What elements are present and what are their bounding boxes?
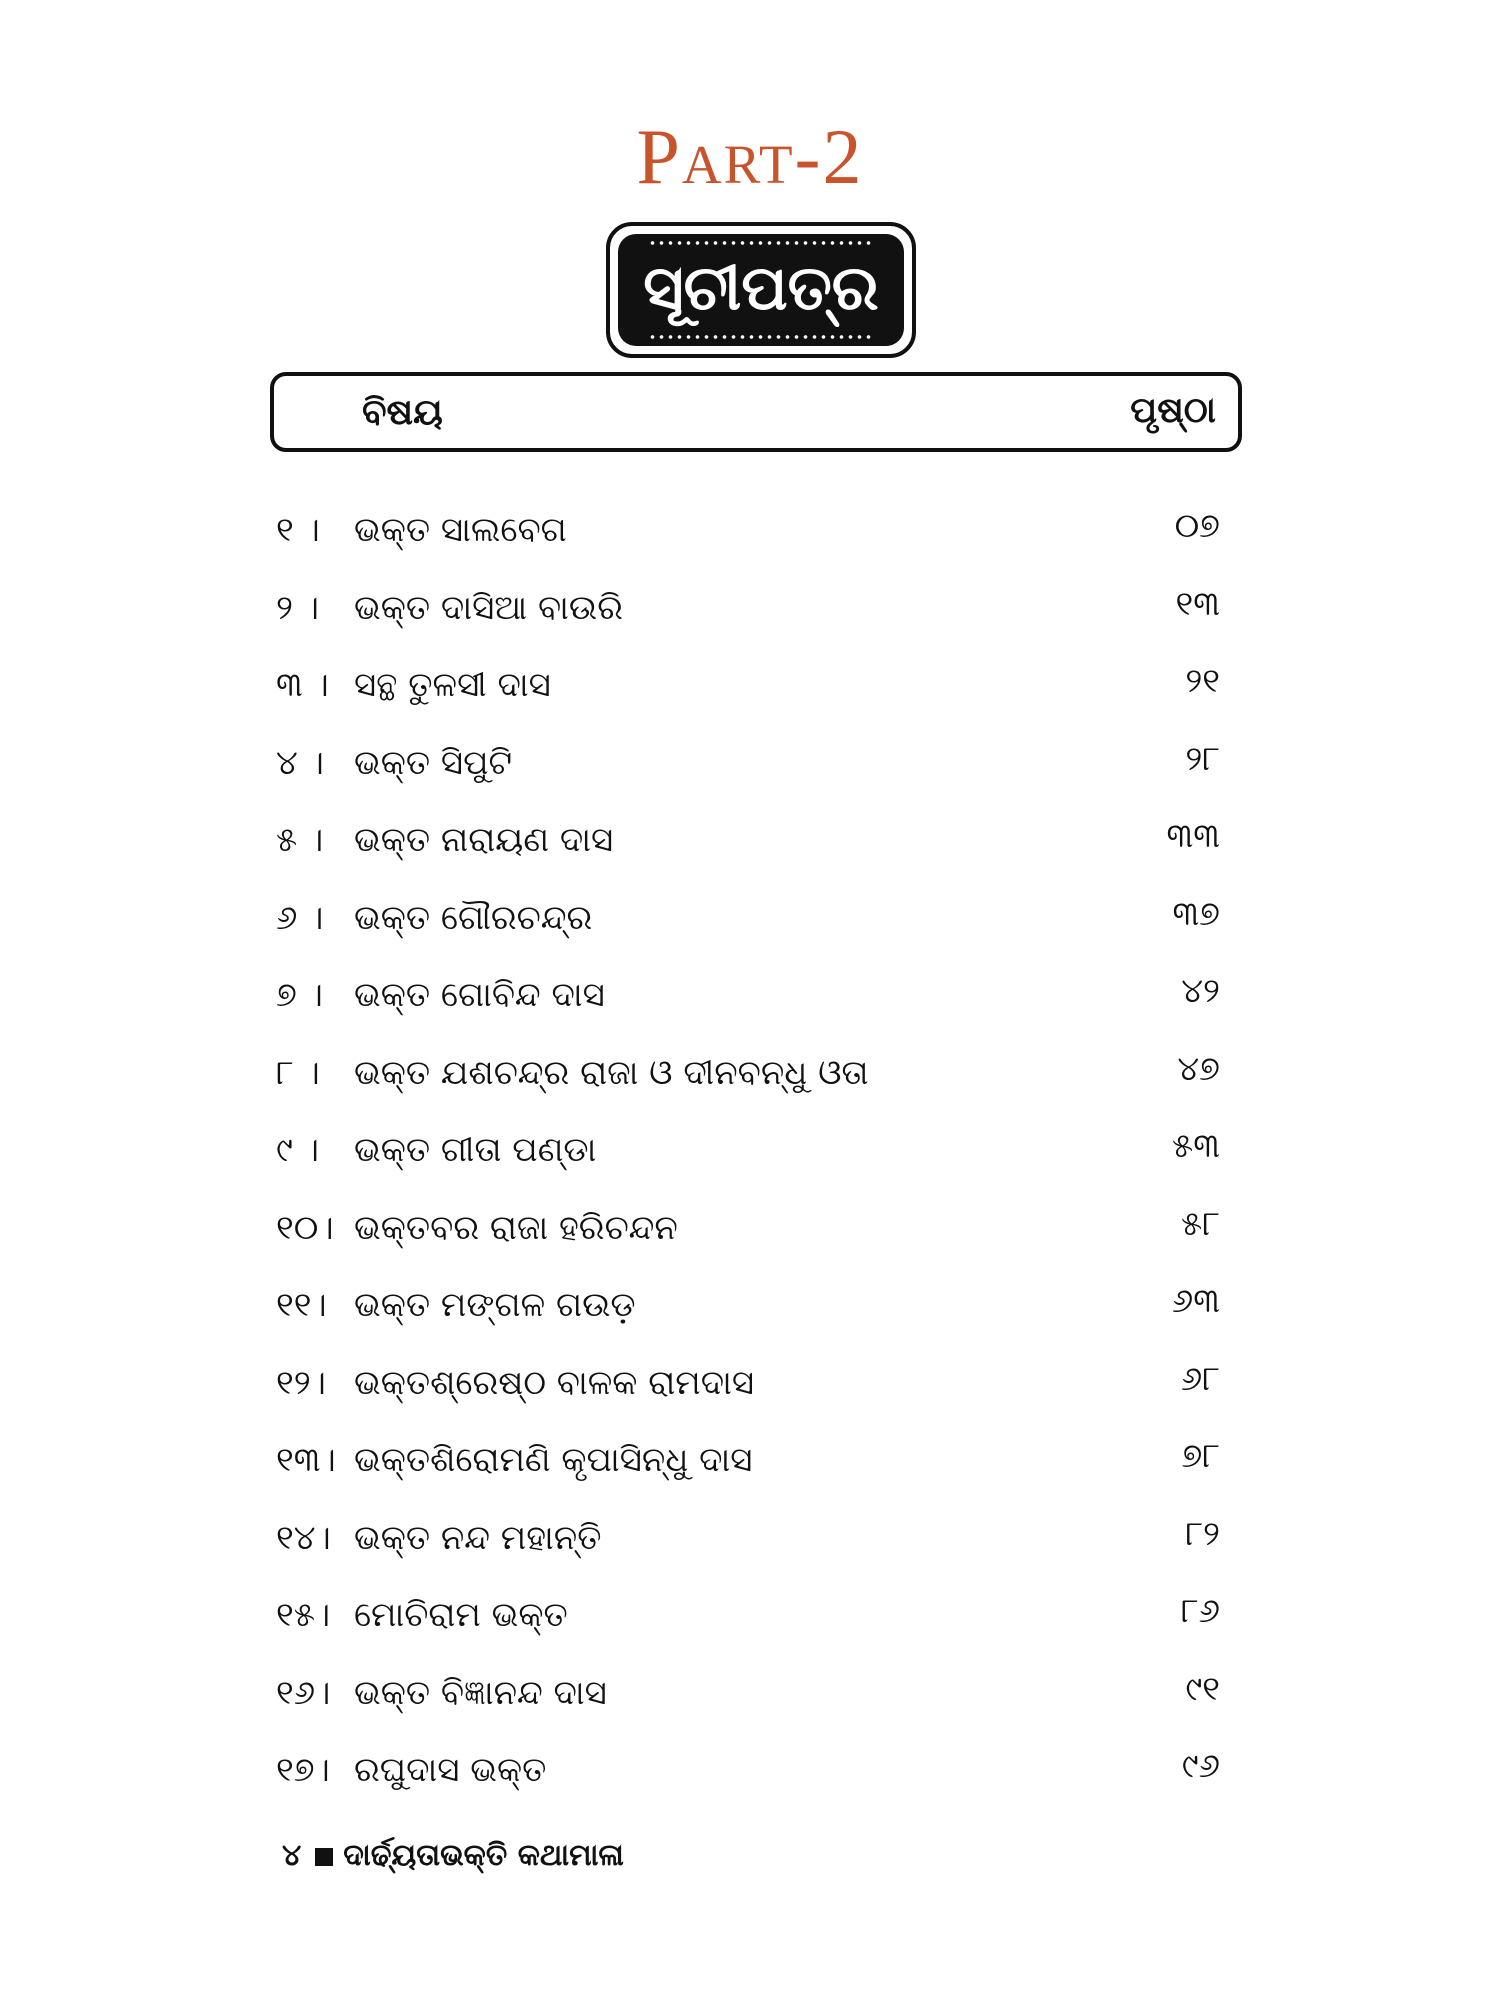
- toc-row: [270, 1508, 1230, 1586]
- toc-page: ୨୧: [1185, 661, 1220, 701]
- toc-page: ୦୭: [1174, 506, 1220, 546]
- toc-row: [270, 1275, 1230, 1353]
- toc-title: ଭକ୍ତବର ରାଜା ହରିଚନ୍ଦନ: [354, 1207, 678, 1248]
- toc-title: ରଘୁଦାସ ଭକ୍ତ: [354, 1750, 547, 1790]
- subject-column-label: ବିଷୟ: [362, 392, 443, 433]
- toc-page: ୧୩: [1175, 583, 1220, 624]
- toc-number: ୧ ।: [276, 510, 320, 550]
- toc-row: [270, 965, 1230, 1043]
- contents-badge: [606, 222, 916, 358]
- toc-row: [270, 810, 1230, 888]
- toc-title: ଭକ୍ତ ସାଲବେଗ: [354, 510, 567, 550]
- toc-page: ୬୩: [1171, 1281, 1220, 1321]
- toc-title: ଭକ୍ତଶିରୋମଣି କୃପାସିନ୍ଧୁ ଦାସ: [354, 1440, 753, 1480]
- toc-number: ୧୫।: [276, 1595, 331, 1635]
- toc-title: ସନ୍ଥ ତୁଳସୀ ଦାସ: [354, 665, 551, 705]
- toc-page: ୭୮: [1181, 1436, 1220, 1476]
- toc-title: ଭକ୍ତ ବିଜ୍ଞାନନ୍ଦ ଦାସ: [354, 1672, 607, 1713]
- toc-number: ୪ ।: [276, 742, 324, 783]
- toc-title: ଭକ୍ତ ନନ୍ଦ ମହାନ୍ତି: [354, 1517, 602, 1558]
- toc-title: ଭକ୍ତ ଗୀତା ପଣ୍ଡା: [354, 1130, 597, 1170]
- toc-page: ୩୭: [1172, 893, 1220, 934]
- toc-number: ୧୪।: [276, 1517, 331, 1558]
- badge-inner: [618, 234, 904, 346]
- toc-number: ୧୦।: [276, 1207, 334, 1248]
- toc-list: [270, 500, 1230, 1818]
- toc-title: ଭକ୍ତ ନାରାୟଣ ଦାସ: [354, 820, 614, 860]
- toc-page: ୯୧: [1185, 1668, 1220, 1709]
- toc-number: ୧୭।: [276, 1750, 330, 1790]
- toc-number: ୧୬।: [276, 1672, 331, 1713]
- badge-dots-bottom: [648, 334, 874, 340]
- toc-number: ୧୨।: [276, 1362, 326, 1403]
- badge-dots-top: [648, 240, 874, 246]
- toc-number: ୨ ।: [276, 587, 320, 628]
- footer-page-number: ୪: [282, 1838, 302, 1873]
- toc-title: ଭକ୍ତଶ୍ରେଷ୍ଠ ବାଳକ ରାମଦାସ: [354, 1362, 755, 1403]
- page-column-label: ପୃଷ୍ଠା: [1130, 390, 1216, 431]
- page-footer: [282, 1838, 624, 1873]
- toc-title: ଭକ୍ତ ଯଶଚନ୍ଦ୍ର ରାଜା ଓ ଦୀନବନ୍ଧୁ ଓତା: [354, 1052, 869, 1093]
- toc-page: ୫୩: [1172, 1126, 1220, 1166]
- toc-number: ୧୧।: [276, 1285, 327, 1325]
- toc-row: [270, 1198, 1230, 1276]
- square-bullet-icon: [315, 1848, 333, 1866]
- toc-number: ୩ ।: [276, 665, 329, 705]
- toc-number: ୭ ।: [276, 975, 323, 1015]
- toc-number: ୬ ।: [276, 897, 324, 938]
- toc-row: [270, 888, 1230, 966]
- toc-number: ୮ ।: [276, 1052, 320, 1093]
- toc-row: [270, 1120, 1230, 1198]
- toc-page: ୫୮: [1181, 1203, 1220, 1244]
- toc-page: ୨୮: [1185, 738, 1220, 779]
- toc-page: ୯୬: [1181, 1746, 1220, 1786]
- toc-row: [270, 1430, 1230, 1508]
- toc-row: [270, 1585, 1230, 1663]
- footer-book-title: ଦାର୍ଢ୍ୟତାଭକ୍ତି କଥାମାଳା: [343, 1838, 624, 1873]
- toc-title: ମୋଚିରାମ ଭକ୍ତ: [354, 1595, 568, 1635]
- part-title: Part-2: [636, 113, 864, 200]
- toc-page: ୩୩: [1166, 816, 1220, 856]
- toc-row: [270, 578, 1230, 656]
- toc-title: ଭକ୍ତ ଗୌରଚନ୍ଦ୍ର: [354, 897, 593, 938]
- toc-title: ଭକ୍ତ ଗୋବିନ୍ଦ ଦାସ: [354, 975, 605, 1015]
- toc-title: ଭକ୍ତ ସିପୁଟି: [354, 742, 513, 783]
- toc-page: ୪୭: [1177, 1048, 1220, 1089]
- toc-page: ୬୮: [1180, 1358, 1220, 1399]
- toc-row: [270, 1353, 1230, 1431]
- toc-title: ଭକ୍ତ ମଙ୍ଗଳ ଗଉଡ଼: [354, 1285, 636, 1325]
- toc-row: [270, 1663, 1230, 1741]
- toc-title: ଭକ୍ତ ଦାସିଆ ବାଉରି: [354, 587, 623, 628]
- toc-page: ୪୨: [1181, 971, 1220, 1011]
- toc-number: ୫ ।: [276, 820, 324, 860]
- toc-row: [270, 733, 1230, 811]
- toc-header: [270, 372, 1242, 452]
- toc-row: [270, 655, 1230, 733]
- toc-row: [270, 500, 1230, 578]
- toc-number: ୯ ।: [276, 1130, 320, 1170]
- toc-row: [270, 1740, 1230, 1818]
- contents-heading: ସୂଚୀପତ୍ର: [643, 251, 879, 324]
- toc-page: ୮୬: [1180, 1591, 1220, 1631]
- toc-row: [270, 1043, 1230, 1121]
- toc-number: ୧୩।: [276, 1440, 336, 1480]
- toc-page: ୮୨: [1185, 1513, 1220, 1554]
